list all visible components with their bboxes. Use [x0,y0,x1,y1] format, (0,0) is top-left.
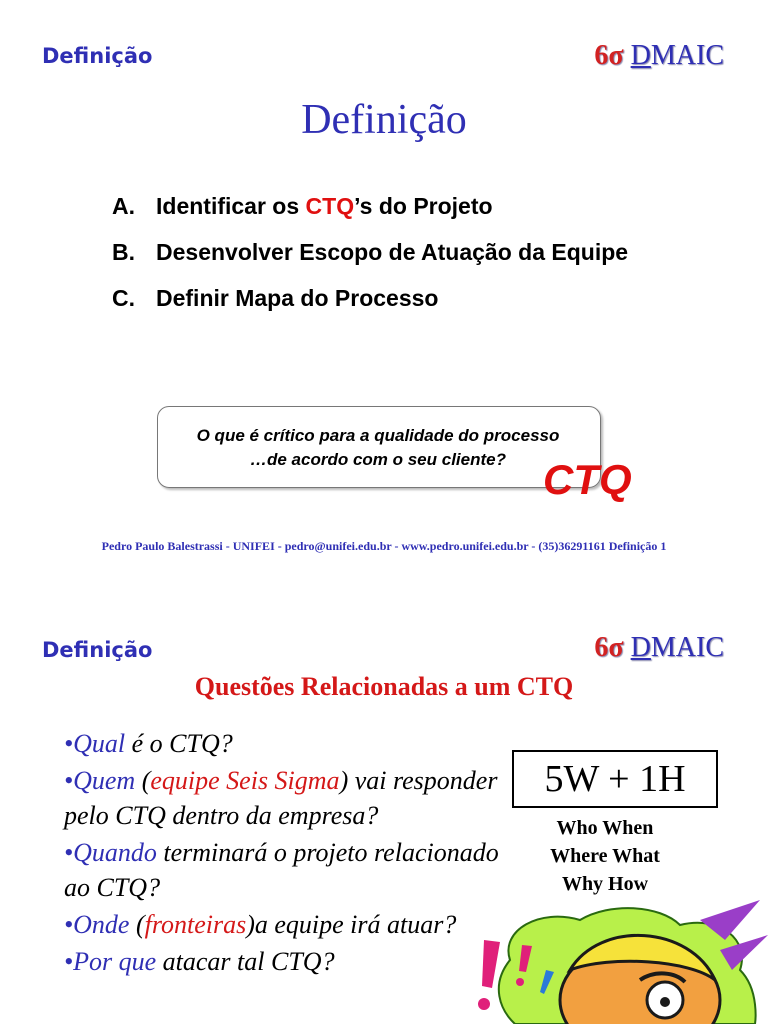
item-text [156,190,652,222]
logo-sigma: σ [608,632,624,663]
question-keyword: Qual [73,729,126,758]
item-text-part: ’s do Projeto [354,193,493,219]
question-text: ) vai responder pelo CTQ dentro da empresa? [64,766,498,830]
question-keyword: Quando [73,838,157,867]
item-text: Desenvolver Escopo de Atuação da Equipe [156,239,629,265]
question-keyword: Quem [73,766,136,795]
logo-d: D [630,632,651,663]
bullet: • [64,766,74,795]
bullet: • [64,838,74,867]
question-highlight: equipe Seis Sigma [150,766,340,795]
question-item [64,763,504,833]
item-text-part: Identificar os [156,193,306,219]
header-section-label: Definição [42,44,153,68]
question-text: terminará o projeto relacionado ao CTQ? [64,838,499,902]
question-item [64,835,504,905]
dmaic-logo [594,40,724,72]
5w1h-box: 5W + 1H [512,750,718,808]
dmaic-logo [594,632,724,664]
header-section-label: Definição [42,638,153,662]
bullet: • [64,729,74,758]
logo-maic: MAIC [650,632,724,663]
5w1h-list [512,814,698,898]
5w1h-line: Why How [561,873,649,895]
item-letter: A. [112,193,135,219]
item-text: Definir Mapa do Processo [156,285,439,311]
logo-six: 6 [594,40,609,71]
logo-sigma: σ [608,40,624,71]
slide-definicao-2 [0,512,768,1024]
list-item-b [112,236,652,268]
question-text: é o CTQ? [125,729,233,758]
question-highlight: fronteiras [144,910,247,939]
question-text: atacar tal CTQ? [156,947,335,976]
question-text: ( [129,910,145,939]
page-title: Definição [301,97,467,143]
question-keyword: Por que [73,947,157,976]
question-item [64,726,504,761]
logo-six: 6 [594,632,609,663]
5w1h-line: Where What [550,845,660,867]
ctq-label: CTQ [543,456,632,503]
bullet: • [64,947,74,976]
item-letter: C. [112,285,135,311]
objective-list [112,190,652,328]
section-subtitle: Questões Relacionadas a um CTQ [194,672,574,701]
ctq-highlight: CTQ [305,193,355,219]
list-item-c [112,282,652,314]
question-text: ( [135,766,151,795]
footer-credits: Pedro Paulo Balestrassi - UNIFEI - pedro@unifei.edu.br - www.pedro.unifei.edu.br - (35)36291161 Definição 1 [101,539,667,553]
list-item-a [112,190,652,222]
question-keyword: Onde [73,910,130,939]
callout-line: …de acordo com o seu cliente? [249,450,506,469]
callout-line: O que é crítico para a qualidade do processo [196,426,560,445]
question-text: )a equipe irá atuar? [246,910,457,939]
item-letter: B. [112,239,135,265]
question-item [64,944,504,979]
logo-d: D [630,40,651,71]
question-list [64,726,504,981]
question-item [64,907,504,942]
confused-person-clipart-icon [470,900,768,1024]
bullet: • [64,910,74,939]
logo-maic: MAIC [650,40,724,71]
callout-text [157,424,599,472]
5w1h-line: Who When [556,817,654,839]
